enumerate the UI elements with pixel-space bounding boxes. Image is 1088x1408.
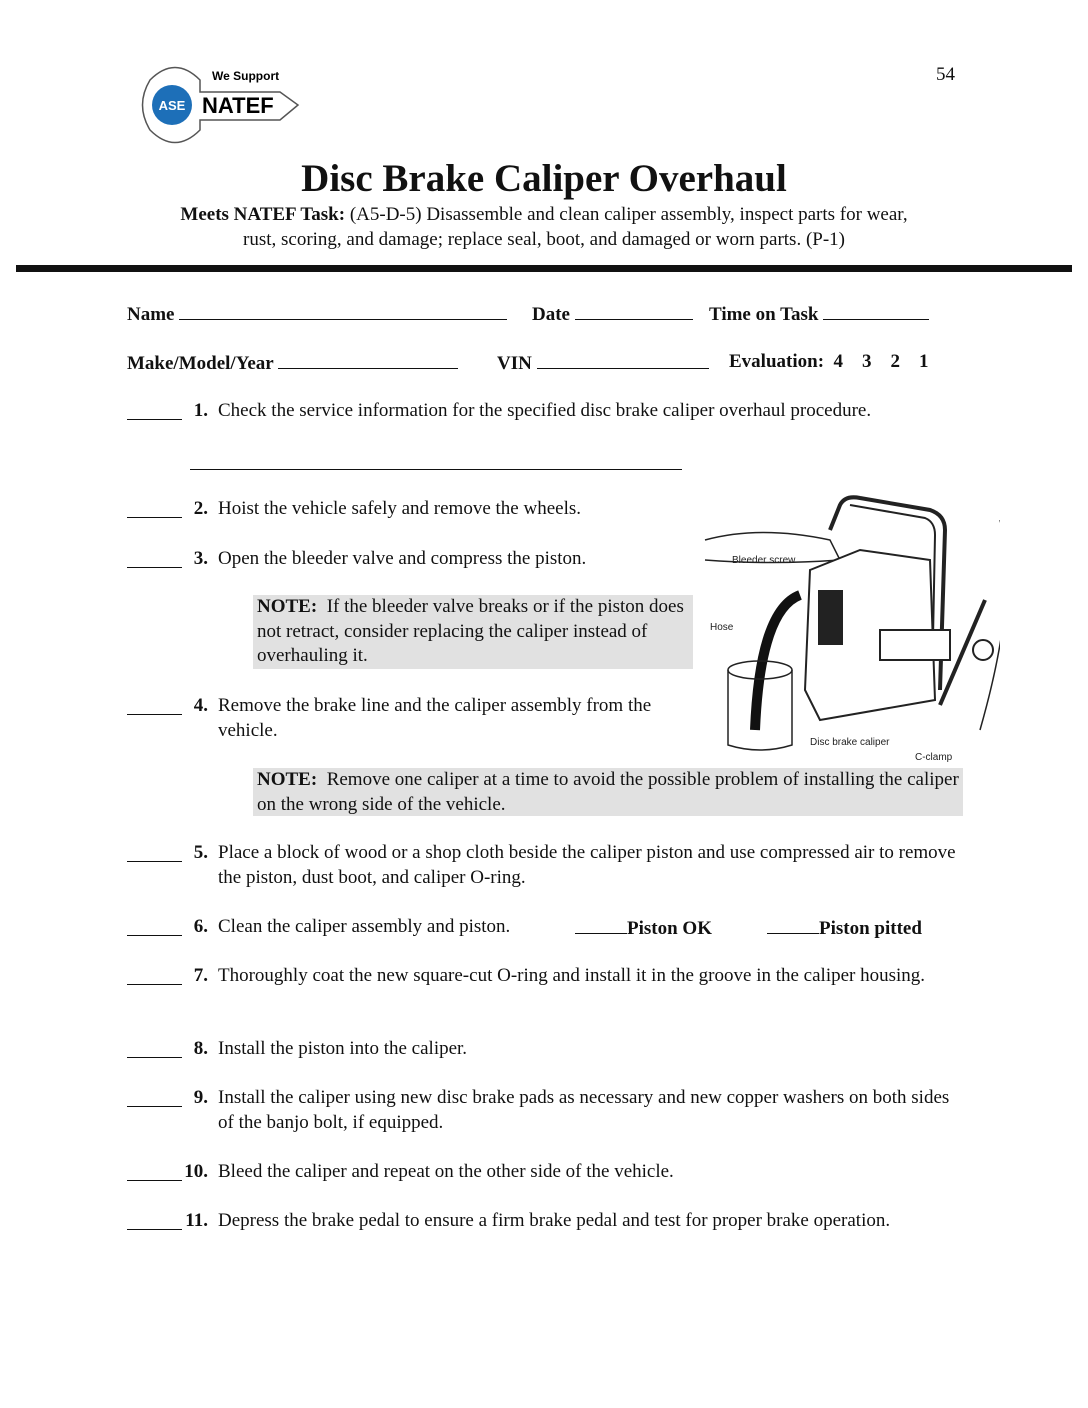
make-label: Make/Model/Year — [127, 353, 274, 374]
vin-field[interactable] — [497, 350, 709, 376]
note-1 — [253, 595, 693, 669]
task-label: Meets NATEF Task: — [180, 204, 346, 225]
vin-label: VIN — [497, 353, 532, 374]
piston-ok-option[interactable] — [575, 915, 712, 941]
step-number: 10. — [184, 1161, 208, 1182]
page-title: Disc Brake Caliper Overhaul — [301, 157, 787, 200]
time-on-task-field[interactable] — [709, 301, 929, 327]
date-field[interactable] — [532, 301, 693, 327]
step-number: 8. — [193, 1038, 208, 1059]
natef-logo — [130, 60, 305, 150]
step-text: Bleed the caliper and repeat on the other side of the vehicle. — [218, 1161, 674, 1182]
score-1[interactable]: 1 — [919, 351, 929, 372]
step-number: 5. — [193, 842, 208, 863]
step-6 — [127, 915, 967, 940]
note-label: NOTE: — [257, 596, 318, 617]
step-7 — [127, 964, 967, 989]
note-text: Remove one caliper at a time to avoid the possible problem of installing the caliper on the wrong side of the vehicle. — [257, 769, 959, 815]
evaluation-label: Evaluation: — [729, 351, 825, 372]
check-blank[interactable] — [127, 698, 182, 715]
task-line-1 — [0, 203, 1088, 227]
answer-line[interactable] — [190, 469, 682, 470]
make-model-year-field[interactable] — [127, 350, 458, 376]
label-hose: Hose — [710, 622, 734, 633]
step-5 — [127, 841, 967, 890]
note-text: If the bleeder valve breaks or if the piston does not retract, consider replacing the caliper instead of overhauling it. — [257, 596, 684, 666]
label-bleeder-screw: Bleeder screw — [732, 555, 796, 566]
note-2 — [253, 768, 963, 816]
step-text: Depress the brake pedal to ensure a firm brake pedal and test for proper brake operation. — [218, 1210, 891, 1231]
logo-top-text: We Support — [212, 69, 280, 83]
score-2[interactable]: 2 — [890, 351, 901, 372]
note-label: NOTE: — [257, 769, 318, 790]
step-text: Thoroughly coat the new square-cut O-ring and install it in the groove in the caliper housing. — [218, 965, 926, 986]
check-blank[interactable] — [127, 403, 182, 420]
step-number: 6. — [193, 916, 208, 937]
step-number: 7. — [193, 965, 208, 986]
task-text-1: (A5-D-5) Disassemble and clean caliper assembly, inspect parts for wear, — [349, 204, 908, 225]
logo-main-text: NATEF — [202, 93, 274, 118]
step-text: Install the caliper using new disc brake pads as necessary and new copper washers on both sides of the banjo bolt, if equipped. — [218, 1087, 950, 1133]
step-text: Check the service information for the specified disc brake caliper overhaul procedure. — [218, 400, 872, 421]
name-label: Name — [127, 304, 175, 325]
step-10 — [127, 1160, 967, 1185]
score-3[interactable]: 3 — [862, 351, 872, 372]
step-number: 11. — [185, 1210, 208, 1231]
step-number: 1. — [193, 400, 208, 421]
check-blank[interactable] — [127, 1090, 182, 1107]
page-number: 54 — [936, 64, 955, 85]
step-text: Install the piston into the caliper. — [218, 1038, 468, 1059]
piston-pitted-option[interactable] — [767, 915, 922, 941]
step-11 — [127, 1209, 917, 1234]
step-4 — [127, 694, 687, 743]
step-text: Clean the caliper assembly and piston. — [218, 916, 511, 937]
date-label: Date — [532, 304, 570, 325]
step-number: 4. — [193, 695, 208, 716]
evaluation-field — [729, 350, 929, 374]
check-blank[interactable] — [127, 919, 182, 936]
check-blank[interactable] — [127, 845, 182, 862]
check-blank[interactable] — [127, 501, 182, 518]
caliper-illustration — [700, 490, 1000, 765]
task-line-2: rust, scoring, and damage; replace seal, boot, and damaged or worn parts. (P-1) — [243, 229, 845, 250]
score-4[interactable]: 4 — [833, 351, 844, 372]
step-text: Remove the brake line and the caliper assembly from the vehicle. — [218, 695, 652, 741]
label-c-clamp: C-clamp — [915, 752, 953, 763]
piston-pitted-label: Piston pitted — [819, 918, 922, 939]
step-9 — [127, 1086, 967, 1135]
logo-badge-text: ASE — [158, 98, 186, 113]
check-blank[interactable] — [127, 968, 182, 985]
step-number: 3. — [193, 548, 208, 569]
divider — [16, 265, 1072, 272]
piston-ok-label: Piston OK — [627, 918, 712, 939]
step-text: Open the bleeder valve and compress the piston. — [218, 548, 587, 569]
step-number: 2. — [193, 498, 208, 519]
step-text: Hoist the vehicle safely and remove the wheels. — [218, 498, 581, 519]
name-field[interactable] — [127, 301, 507, 327]
check-blank[interactable] — [127, 551, 182, 568]
label-disc-brake-caliper: Disc brake caliper — [810, 737, 890, 748]
step-1 — [127, 399, 967, 424]
check-blank[interactable] — [127, 1041, 182, 1058]
step-8 — [127, 1037, 967, 1062]
step-number: 9. — [193, 1087, 208, 1108]
check-blank[interactable] — [127, 1164, 182, 1181]
time-label: Time on Task — [709, 304, 819, 325]
step-text: Place a block of wood or a shop cloth beside the caliper piston and use compressed air to remove the piston, dust boot, and caliper O-ring. — [218, 842, 956, 888]
check-blank[interactable] — [127, 1213, 182, 1230]
